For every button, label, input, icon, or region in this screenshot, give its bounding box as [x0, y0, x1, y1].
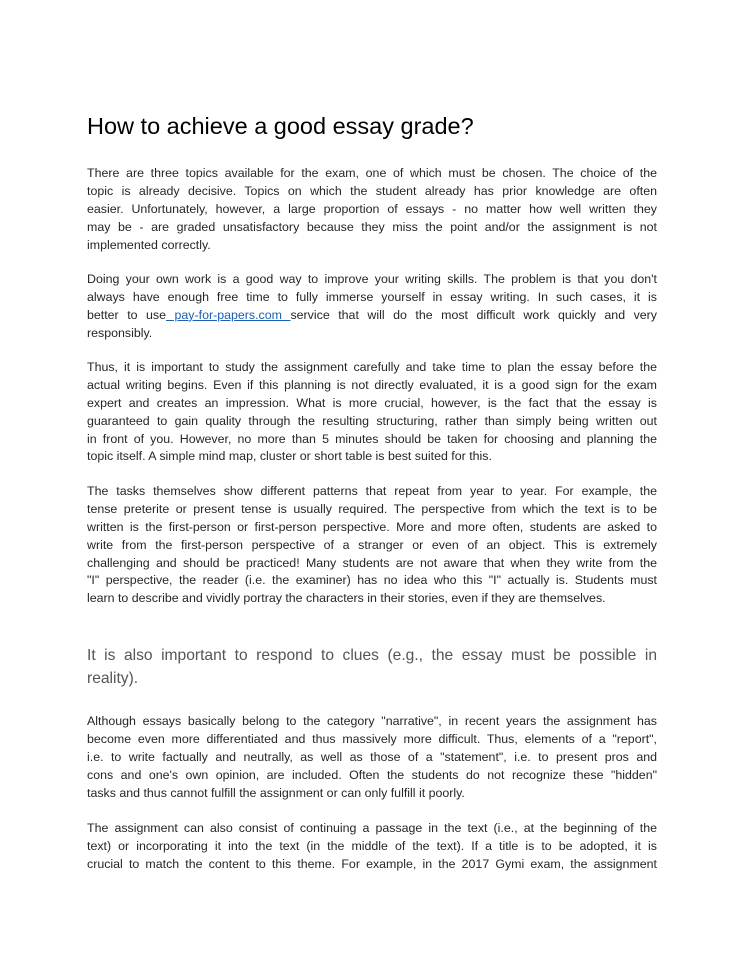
text-line: write from the first-person perspective of a stranger or even of an object. This is extremely	[87, 537, 657, 552]
paragraph-task-patterns	[87, 483, 657, 608]
text-line: expert and creates an impression. What is more crucial, however, is the fact that the essay is	[87, 395, 657, 410]
text-line: i.e. to write factually and neutrally, as well as those of a "statement", i.e. to present pros and	[87, 749, 657, 764]
text-line: always have enough free time to fully immerse yourself in essay writing. In such cases, it is	[87, 289, 657, 304]
text-line: actual writing begins. Even if this planning is not directly evaluated, it is a good sign for the exam	[87, 377, 657, 392]
page-title: How to achieve a good essay grade?	[87, 113, 474, 139]
text-line: "I" perspective, the reader (i.e. the examiner) has no idea who this "I" actually is. Students must	[87, 573, 657, 588]
text-line: challenging and should be practiced! Many students are not aware that when they write from the	[87, 555, 657, 570]
text-line: tasks and thus cannot fulfill the assignment or can only fulfill it poorly.	[87, 785, 465, 800]
text-line: in front of you. However, no more than 5 minutes should be taken for choosing and planning the	[87, 431, 657, 446]
text-line: responsibly.	[87, 325, 153, 340]
subheading-line: It is also important to respond to clues (e.g., the essay must be possible in	[87, 647, 657, 664]
paragraph-exam-topics	[87, 165, 657, 254]
text-line: may be - are graded unsatisfactory because they miss the point and/or the assignment is not	[87, 219, 657, 234]
text-line: tense preterite or present tense is usually required. The perspective from which the text is to be	[87, 501, 657, 516]
text-line: learn to describe and vividly portray the characters in their stories, even if they are themselves.	[87, 591, 606, 606]
paragraph-own-work	[87, 271, 657, 343]
text-line: crucial to match the content to this theme. For example, in the 2017 Gymi exam, the assignment	[87, 856, 657, 871]
pay-for-papers-link[interactable]: pay-for-papers.com	[166, 307, 291, 322]
text-line: easier. Unfortunately, however, a large proportion of essays - no matter how well written they	[87, 201, 657, 216]
text-line-with-link	[87, 307, 657, 325]
paragraph-planning	[87, 359, 657, 466]
paragraph-essay-categories	[87, 713, 657, 802]
text-line: cons and one's own opinion, are included. Often the students do not recognize these "hidden"	[87, 767, 657, 782]
text-line: text) or incorporating it into the text (in the middle of the text). If a title is to be adopted, it is	[87, 838, 657, 853]
subheading-line: reality).	[87, 669, 139, 687]
text-line: written is the first-person or first-person perspective. More and more often, students are asked to	[87, 519, 657, 534]
text-line: topic is already decisive. Topics on which the student already has prior knowledge are often	[87, 183, 657, 198]
text-line: The assignment can also consist of continuing a passage in the text (i.e., at the beginning of the	[87, 821, 657, 835]
text-line: become even more differentiated and thus massively more difficult. Thus, elements of a "report",	[87, 731, 657, 746]
link-trail-text: service that will do the most difficult work quickly and very	[290, 307, 657, 322]
paragraph-assignment-forms	[87, 820, 657, 874]
text-line: topic itself. A simple mind map, cluster or short table is best suited for this.	[87, 449, 492, 464]
section-subheading	[87, 645, 657, 690]
text-line: guaranteed to gain quality through the resulting structuring, rather than simply being written out	[87, 413, 657, 428]
link-lead-text: better to use	[87, 307, 167, 322]
text-line: Thus, it is important to study the assignment carefully and take time to plan the essay before the	[87, 360, 657, 374]
text-line: implemented correctly.	[87, 237, 211, 252]
text-line: The tasks themselves show different patterns that repeat from year to year. For example, the	[87, 484, 657, 498]
text-line: There are three topics available for the exam, one of which must be chosen. The choice of the	[87, 166, 657, 180]
text-line: Although essays basically belong to the category "narrative", in recent years the assignment has	[87, 714, 657, 728]
text-line: Doing your own work is a good way to improve your writing skills. The problem is that you don't	[87, 272, 657, 286]
